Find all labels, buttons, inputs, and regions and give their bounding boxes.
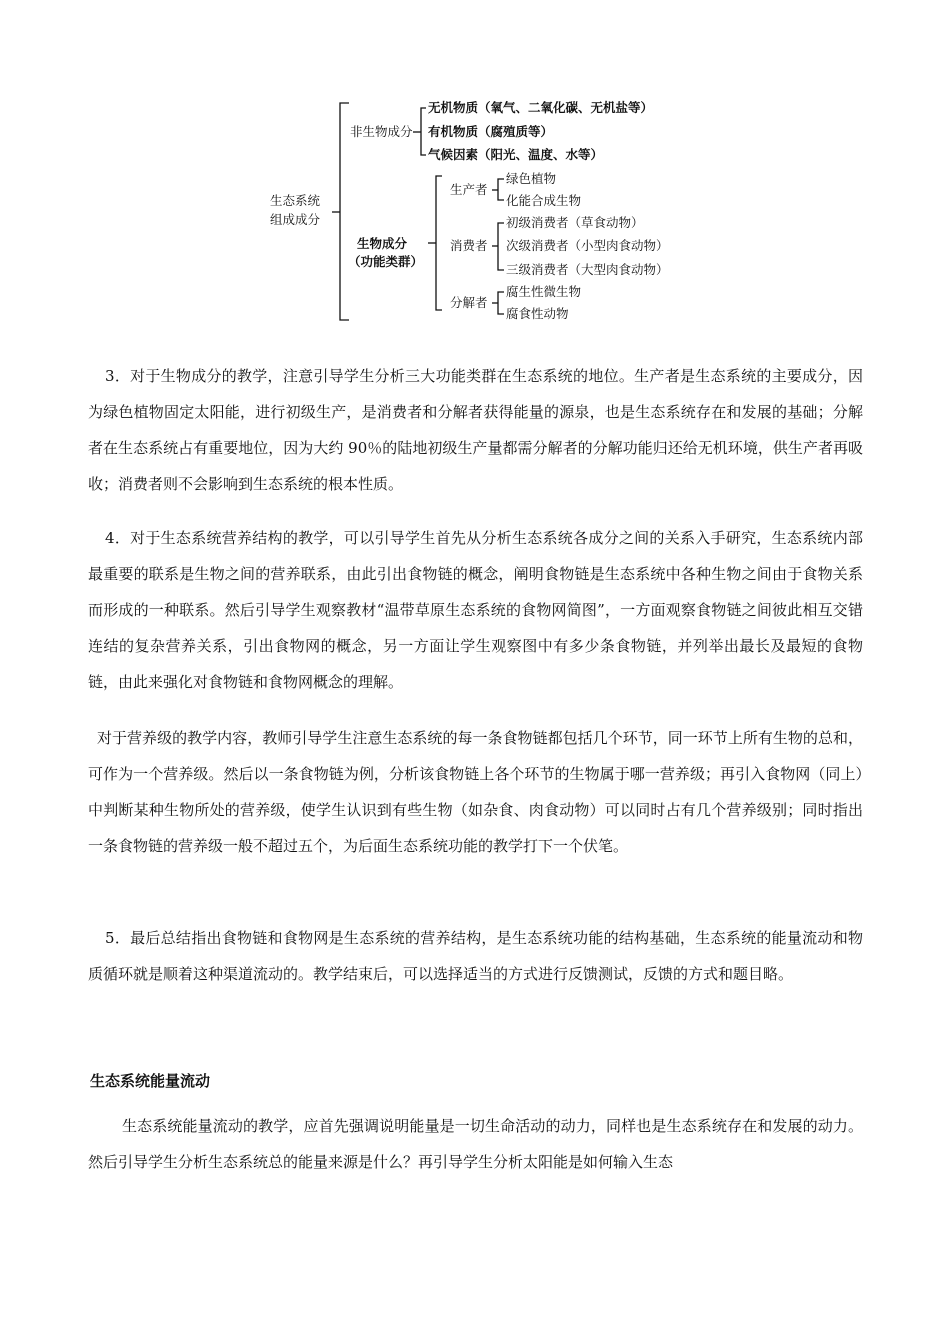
abiotic-item: 无机物质（氧气、二氧化碳、无机盐等） — [428, 100, 654, 115]
section-heading: 生态系统能量流动 — [90, 1072, 211, 1090]
paragraph-3: 3．对于生物成分的教学，注意引导学生分析三大功能类群在生态系统的地位。生产者是生态系统的主要成分，因为绿色植物固定太阳能，进行初级生产，是消费者和分解者获得能量的源泉，也是生态系统存在和发展的基础；分解者在生态系统占有重要地位，因为大约 90％的陆地初级生产量都需分解者的分解功能归还给无机环境，供生产者再吸收；消费者则不会影响到生态系统的根本性质。 — [88, 367, 863, 493]
root-label-line1: 生态系统 — [270, 193, 321, 208]
abiotic-item: 气候因素（阳光、温度、水等） — [428, 147, 604, 162]
producer-item: 化能合成生物 — [506, 193, 582, 208]
paragraph-4: 4．对于生态系统营养结构的教学，可以引导学生首先从分析生态系统各成分之间的关系入手研究，生态系统内部最重要的联系是生物之间的营养联系，由此引出食物链的概念，阐明食物链是生态系统中各种生物之间由于食物关系而形成的一种联系。然后引导学生观察教材“温带草原生态系统的食物网简图”，一方面观察食物链之间彼此相互交错连结的复杂营养关系，引出食物网的概念，另一方面让学生观察图中有多少条食物链，并列举出最长及最短的食物链，由此来强化对食物链和食物网概念的理解。 — [88, 529, 863, 691]
abiotic-item: 有机物质（腐殖质等） — [428, 124, 554, 139]
ecosystem-composition-diagram — [0, 0, 950, 340]
biotic-label-sub: （功能类群） — [348, 254, 424, 269]
paragraph-5: 5．最后总结指出食物链和食物网是生态系统的营养结构，是生态系统功能的结构基础，生态系统的能量流动和物质循环就是顺着这种渠道流动的。教学结束后，可以选择适当的方式进行反馈测试，反馈的方式和题目略。 — [88, 929, 863, 983]
consumer-item: 次级消费者（小型肉食动物） — [506, 238, 669, 253]
paragraph-trophic-level: 对于营养级的教学内容，教师引导学生注意生态系统的每一条食物链都包括几个环节，同一环节上所有生物的总和，可作为一个营养级。然后以一条食物链为例，分析该食物链上各个环节的生物属于哪一营养级；再引入食物网（同上）中判断某种生物所处的营养级，使学生认识到有些生物（如杂食、肉食动物）可以同时占有几个营养级别；同时指出一条食物链的营养级一般不超过五个，为后面生态系统功能的教学打下一个伏笔。 — [88, 729, 863, 855]
bracket-lines — [0, 0, 950, 340]
biotic-label: 生物成分 — [357, 236, 408, 251]
producer-label: 生产者 — [450, 182, 488, 197]
producer-item: 绿色植物 — [506, 171, 557, 186]
consumer-item: 初级消费者（草食动物） — [506, 215, 644, 230]
section-paragraph: 生态系统能量流动的教学，应首先强调说明能量是一切生命活动的动力，同样也是生态系统存在和发展的动力。然后引导学生分析生态系统总的能量来源是什么？再引导学生分析太阳能是如何输入生态 — [88, 1117, 863, 1171]
decomposer-item: 腐生性微生物 — [506, 284, 582, 299]
abiotic-label: 非生物成分 — [350, 124, 413, 139]
consumer-item: 三级消费者（大型肉食动物） — [506, 262, 669, 277]
decomposer-item: 腐食性动物 — [506, 306, 569, 321]
decomposer-label: 分解者 — [450, 295, 488, 310]
root-label-line2: 组成成分 — [270, 212, 321, 227]
consumer-label: 消费者 — [450, 238, 488, 253]
